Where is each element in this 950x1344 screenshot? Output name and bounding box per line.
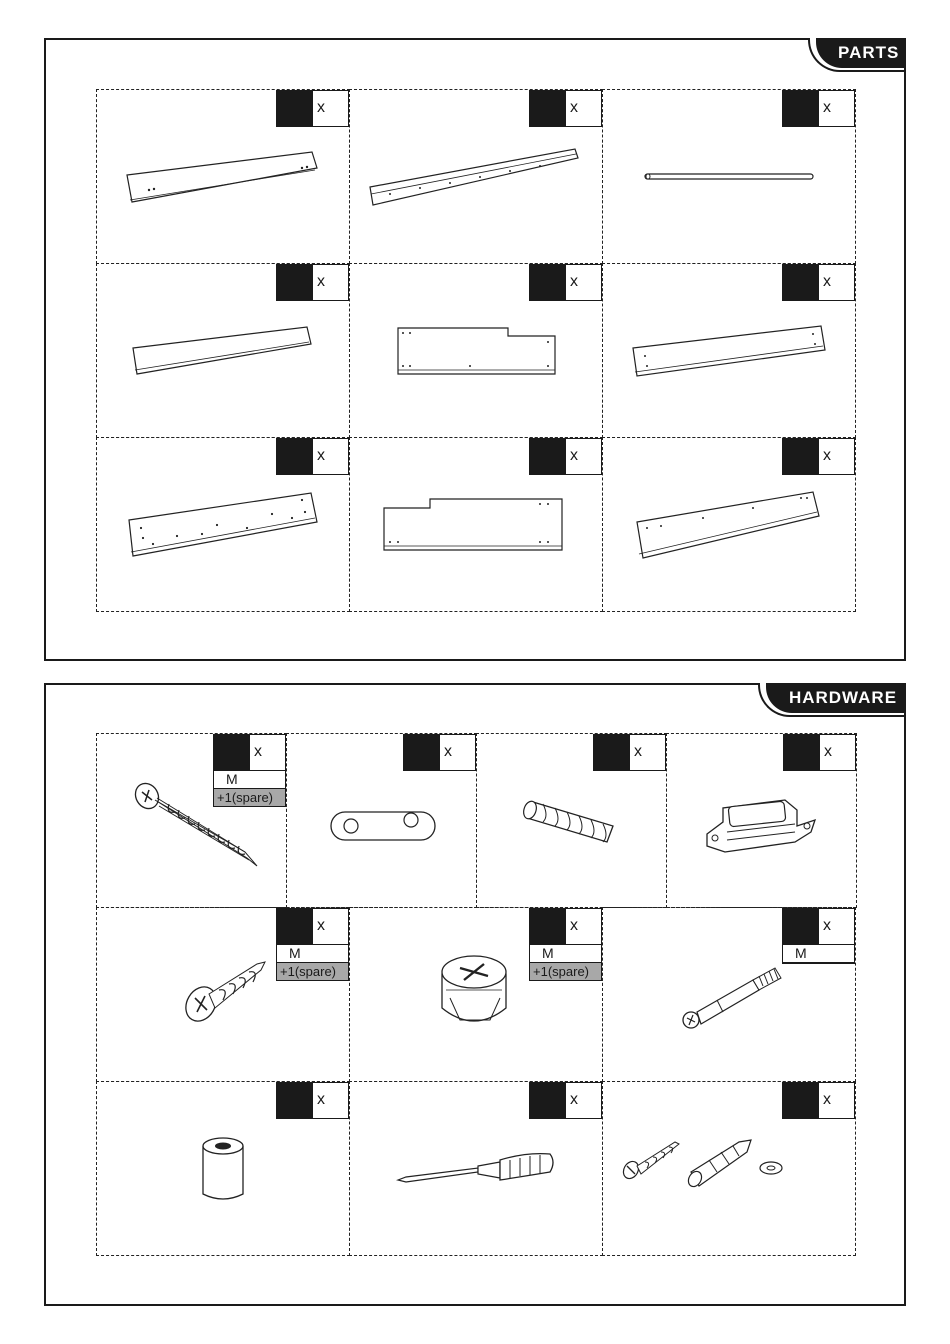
side-panel-icon <box>97 438 351 613</box>
quantity-badge: x <box>782 1082 855 1119</box>
part-cell <box>602 263 856 438</box>
spare-label: +1(spare) <box>277 963 348 980</box>
spare-label: +1(spare) <box>530 963 601 980</box>
quantity-badge: x <box>276 90 349 127</box>
part-cell <box>96 89 350 264</box>
quantity-badge: x <box>783 734 856 771</box>
quantity-badge: x <box>782 908 855 945</box>
long-screw-icon <box>97 734 288 909</box>
plain-board-icon <box>97 264 351 439</box>
size-label: M <box>277 945 348 963</box>
hardware-cell <box>602 1081 856 1256</box>
parts-section <box>44 38 906 661</box>
quantity-badge: x <box>529 90 602 127</box>
short-screw-icon <box>97 908 351 1083</box>
quantity-badge: x <box>529 438 602 475</box>
hardware-cell <box>476 733 667 908</box>
quantity-badge: x <box>529 908 602 945</box>
part-cell <box>349 89 603 264</box>
quantity-badge: x <box>276 264 349 301</box>
quantity-badge: x <box>529 264 602 301</box>
notched-shelf-icon <box>350 264 604 439</box>
hardware-section <box>44 683 906 1306</box>
quantity-badge: x <box>529 1082 602 1119</box>
connector-plate-icon <box>287 734 478 909</box>
rod-icon <box>603 90 857 265</box>
quantity-badge: x <box>403 734 476 771</box>
hardware-cell <box>349 1081 603 1256</box>
part-cell <box>602 89 856 264</box>
quantity-badge: x <box>593 734 666 771</box>
hardware-cell <box>96 733 287 908</box>
screwdriver-icon <box>350 1082 604 1257</box>
part-cell <box>96 437 350 612</box>
hardware-section-title: HARDWARE <box>766 683 906 713</box>
size-label: M <box>214 771 285 789</box>
short-panel-icon <box>97 90 351 265</box>
hardware-cell <box>286 733 477 908</box>
cam-lock-icon <box>350 908 604 1083</box>
wall-anchor-kit-icon <box>603 1082 857 1257</box>
quantity-badge: x <box>276 438 349 475</box>
quantity-badge: x <box>276 908 349 945</box>
hardware-cell <box>666 733 857 908</box>
quantity-badge: x <box>782 90 855 127</box>
quantity-badge: x <box>276 1082 349 1119</box>
long-rail-icon <box>350 90 604 265</box>
part-cell <box>602 437 856 612</box>
size-label: M <box>530 945 601 963</box>
part-cell <box>96 263 350 438</box>
quantity-badge: x <box>213 734 286 771</box>
hardware-cell <box>602 907 856 1082</box>
wood-dowel-icon <box>477 734 668 909</box>
hardware-cell <box>96 907 350 1082</box>
spacer-tube-icon <box>97 1082 351 1257</box>
hardware-cell <box>349 907 603 1082</box>
hardware-cell <box>96 1081 350 1256</box>
quantity-badge: x <box>782 264 855 301</box>
part-cell <box>349 437 603 612</box>
drilled-board-icon <box>603 264 857 439</box>
magnetic-catch-icon <box>667 734 858 909</box>
size-label: M <box>783 945 854 963</box>
parts-section-title: PARTS <box>816 38 906 68</box>
back-rail-icon <box>603 438 857 613</box>
part-cell <box>349 263 603 438</box>
notched-panel-icon <box>350 438 604 613</box>
quantity-badge: x <box>782 438 855 475</box>
cam-bolt-icon <box>603 908 857 1083</box>
spare-label: +1(spare) <box>214 789 285 806</box>
